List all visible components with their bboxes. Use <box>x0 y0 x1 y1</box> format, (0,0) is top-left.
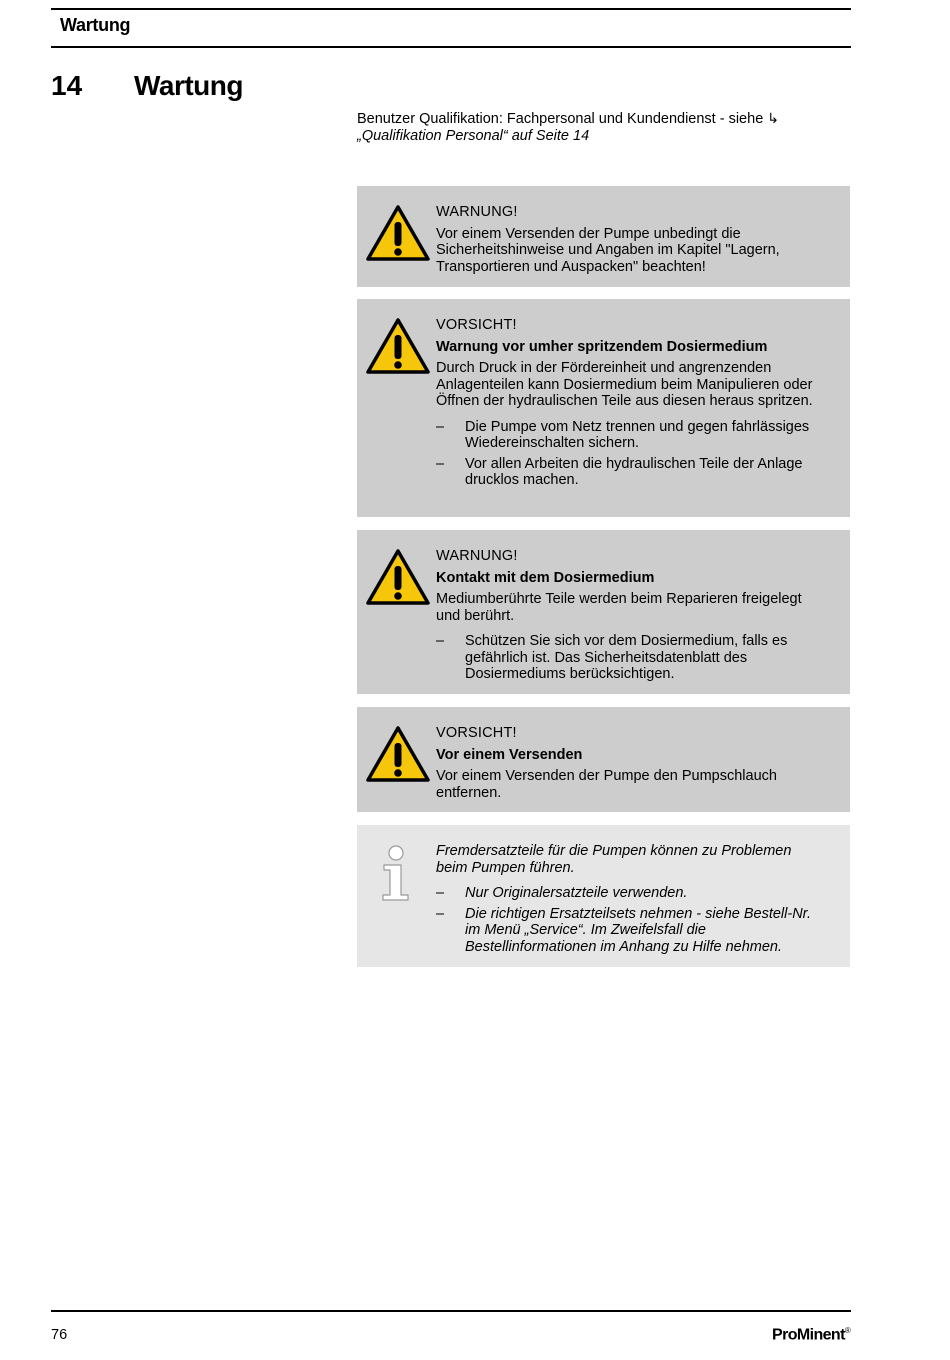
list-item: – Schützen Sie sich vor dem Dosiermedium, falls es gefährlich ist. Das Sicherheitsdatenblatt des Dosiermediums berücksichtigen. <box>436 633 788 682</box>
warning-triangle-icon <box>365 317 431 375</box>
list-dash: – <box>436 885 445 901</box>
brand-logo: ProMinent® <box>772 1326 851 1344</box>
cross-reference-icon: ↳ <box>767 110 780 126</box>
qualification-prefix: Benutzer Qualifikation: Fachpersonal und Kundendienst - siehe <box>357 111 764 127</box>
notice-list <box>436 419 816 489</box>
info-icon <box>379 845 413 903</box>
signal-word: VORSICHT! <box>436 725 517 741</box>
notice-list <box>436 633 816 683</box>
list-dash: – <box>436 905 445 922</box>
warning-triangle-icon <box>365 725 431 783</box>
list-item: – Nur Originalersatzteile verwenden. <box>436 885 688 901</box>
page-number: 76 <box>51 1327 68 1343</box>
chapter-number: 14 <box>51 70 83 101</box>
info-notice-spare-parts <box>357 825 850 967</box>
notice-text: Vor einem Versenden der Pumpe den Pumpschlauch entfernen. <box>436 768 777 801</box>
warning-notice-contact <box>357 530 850 694</box>
header-top-rule <box>51 8 851 10</box>
notice-list <box>436 885 816 955</box>
list-dash: – <box>436 418 445 435</box>
list-dash: – <box>436 455 445 472</box>
notice-content <box>436 707 816 801</box>
list-item: – Vor allen Arbeiten die hydraulischen Teile der Anlage drucklos machen. <box>436 455 803 488</box>
notice-subtitle: Warnung vor umher spritzendem Dosiermedium <box>436 338 768 355</box>
notice-text: Mediumberührte Teile werden beim Reparieren freigelegt und berührt. <box>436 591 802 624</box>
running-header-title: Wartung <box>60 15 131 35</box>
notice-content <box>436 299 816 493</box>
list-item: – Die richtigen Ersatzteilsets nehmen - siehe Bestell-Nr. im Menü „Service“. Im Zweifelsfall die Bestellinformationen im Anhang zu Hilfe nehmen. <box>436 905 811 955</box>
signal-word: VORSICHT! <box>436 317 517 333</box>
qualification-link[interactable]: „Qualifikation Personal“ auf Seite 14 <box>357 128 590 144</box>
caution-notice-spraying <box>357 299 850 517</box>
warning-triangle-icon <box>365 204 431 262</box>
notice-subtitle: Vor einem Versenden <box>436 746 583 763</box>
list-dash: – <box>436 633 445 649</box>
header-bottom-rule <box>51 46 851 48</box>
notice-content <box>436 825 816 959</box>
footer-rule <box>51 1310 851 1312</box>
info-text: Fremdersatzteile für die Pumpen können zu Problemen beim Pumpen führen. <box>436 843 792 876</box>
notice-text: Durch Druck in der Fördereinheit und angrenzenden Anlagenteilen kann Dosiermedium beim Manipulieren oder Öffnen der hydraulischen Teile aus diesen heraus spritzen. <box>436 360 813 409</box>
signal-word: WARNUNG! <box>436 204 518 220</box>
warning-triangle-icon <box>365 548 431 606</box>
caution-notice-hose <box>357 707 850 812</box>
signal-word: WARNUNG! <box>436 548 518 564</box>
notice-content <box>436 530 816 687</box>
qualification-text <box>357 110 851 145</box>
warning-notice-shipping <box>357 186 850 287</box>
chapter-title: Wartung <box>134 70 243 101</box>
notice-subtitle: Kontakt mit dem Dosiermedium <box>436 569 655 586</box>
notice-content <box>436 186 816 275</box>
notice-text: Vor einem Versenden der Pumpe unbedingt die Sicherheitshinweise und Angaben im Kapitel "Lagern, Transportieren und Auspacken" beachten! <box>436 225 780 275</box>
list-item: – Die Pumpe vom Netz trennen und gegen fahrlässiges Wiedereinschalten sichern. <box>436 418 810 451</box>
